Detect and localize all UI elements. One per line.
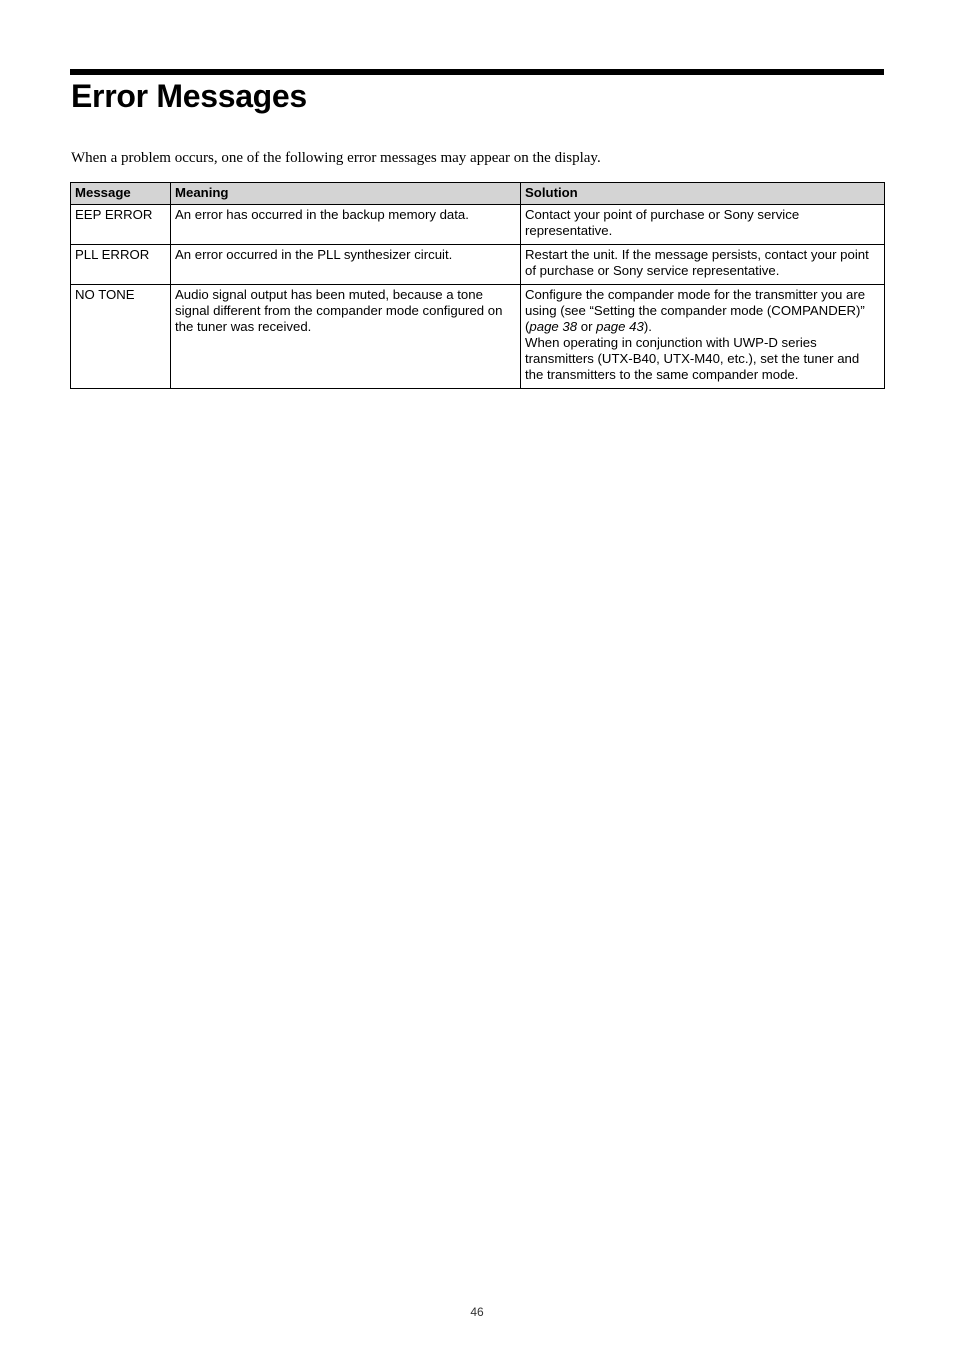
page-reference-link[interactable]: page 38 [529,319,578,334]
cell-message: NO TONE [71,285,171,389]
cell-meaning: An error has occurred in the backup memory data. [171,205,521,245]
header-solution: Solution [521,183,885,205]
intro-paragraph: When a problem occurs, one of the following error messages may appear on the display. [71,150,601,166]
error-messages-table [70,182,885,389]
page-title: Error Messages [71,78,307,114]
header-message: Message [71,183,171,205]
header-meaning: Meaning [171,183,521,205]
page-reference-link[interactable]: page 43 [596,319,644,334]
cell-solution: Contact your point of purchase or Sony service representative. [521,205,885,245]
table-row [71,245,885,285]
solution-text: ). [643,319,652,334]
table-header-row [71,183,885,205]
cell-solution: Restart the unit. If the message persists, contact your point of purchase or Sony service representative. [521,245,885,285]
table-row [71,285,885,389]
table-row [71,205,885,245]
solution-text: or [577,319,597,334]
title-rule [70,69,884,75]
cell-meaning: Audio signal output has been muted, because a tone signal different from the compander mode configured on the tuner was received. [171,285,521,389]
solution-text: When operating in conjunction with UWP-D series transmitters (UTX-B40, UTX-M40, etc.), set the tuner and the transmitters to the same compander mode. [525,335,860,382]
cell-message: EEP ERROR [71,205,171,245]
page-number: 46 [470,1305,484,1319]
solution-text: Configure the compander mode for the transmitter you are using (see “Setting the compander mode (COMPANDER)” ( [525,287,866,334]
cell-solution [521,285,885,389]
cell-meaning: An error occurred in the PLL synthesizer circuit. [171,245,521,285]
cell-message: PLL ERROR [71,245,171,285]
